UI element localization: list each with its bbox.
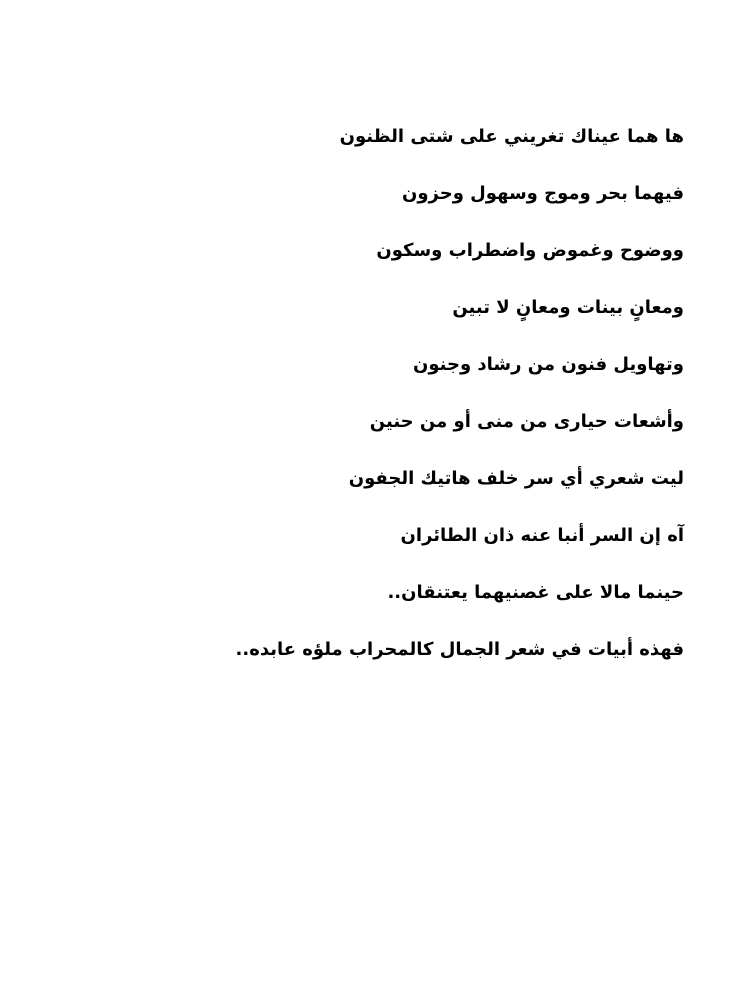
poem xyxy=(184,126,684,661)
poem-line-3: ووضوح وغموض واضطراب وسكون xyxy=(376,240,684,261)
poem-line-6: وأشعات حيارى من منى أو من حنين xyxy=(369,411,684,432)
poem-line-9: حينما مالا على غصنيهما يعتنقان.. xyxy=(387,582,684,603)
poem-line-10: فهذه أبيات في شعر الجمال كالمحراب ملؤه عابده.. xyxy=(235,639,684,660)
poem-line-2: فيهما بحر وموج وسهول وحزون xyxy=(401,183,684,204)
poem-line-4: ومعانٍ بينات ومعانٍ لا تبين xyxy=(452,297,684,318)
poem-line-7: ليت شعري أي سر خلف هاتيك الجفون xyxy=(348,468,684,489)
poem-line-8: آه إن السر أنبا عنه ذان الطائران xyxy=(400,525,684,546)
poem-line-1: ها هما عيناك تغريني على شتى الظنون xyxy=(339,126,684,147)
poem-line-5: وتهاويل فنون من رشاد وجنون xyxy=(412,354,684,375)
